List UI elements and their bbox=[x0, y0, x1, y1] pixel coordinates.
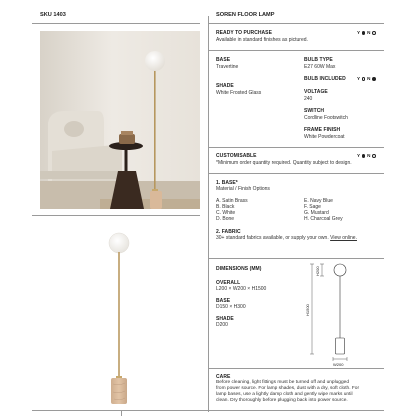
yes-dot bbox=[362, 154, 366, 158]
option-item: H. Charcoal Grey bbox=[304, 216, 343, 222]
column-divider bbox=[121, 410, 122, 416]
dimensions-shade-label: SHADE bbox=[216, 316, 234, 322]
no-letter: N bbox=[367, 153, 371, 158]
customisable-label: CUSTOMISABLE bbox=[216, 153, 257, 159]
care-text-line: Before cleaning, light fittings must be turned off and unplugged bbox=[216, 380, 349, 385]
dimensions-label: DIMENSIONS (MM) bbox=[216, 266, 262, 272]
no-dot bbox=[372, 77, 376, 81]
floor-lamp-illustration bbox=[40, 222, 200, 406]
option-item: D. Bone bbox=[216, 216, 235, 222]
h200-dimension-label: H200 bbox=[315, 266, 320, 276]
base-value: Travertine bbox=[216, 64, 239, 70]
view-fabrics-link[interactable]: View online. bbox=[330, 235, 357, 241]
lifestyle-photo bbox=[40, 31, 200, 209]
frame-finish-value: White Powdercoat bbox=[304, 134, 345, 140]
divider bbox=[208, 368, 384, 369]
voltage-value: 240 bbox=[304, 96, 313, 102]
dimensions-shade-value: D200 bbox=[216, 322, 228, 328]
dimension-diagram bbox=[300, 256, 370, 364]
ready-to-purchase-label: READY TO PURCHASE bbox=[216, 30, 272, 36]
fabric-text: 30+ standard fabrics available, or supply your own. bbox=[216, 235, 329, 241]
divider bbox=[32, 410, 384, 411]
care-text-line: lamp bases, use a lightly damp cloth and gently wipe marks until bbox=[216, 392, 353, 397]
bulb-included-label: BULB INCLUDED bbox=[304, 76, 346, 82]
divider bbox=[32, 23, 200, 24]
divider bbox=[208, 23, 384, 24]
customisable-text: *Minimum order quantity required. Quantity subject to design. bbox=[216, 160, 352, 166]
yes-letter: Y bbox=[357, 30, 361, 35]
care-text-line: clean. Dry thoroughly before plugging back into power source. bbox=[216, 398, 348, 403]
switch-label: SWITCH bbox=[304, 108, 325, 114]
column-divider bbox=[208, 16, 209, 412]
overall-value: L200 × W200 × H1500 bbox=[216, 286, 267, 292]
yes-letter: Y bbox=[357, 76, 361, 81]
ready-to-purchase-text: Available in standard finishes as pictured. bbox=[216, 37, 308, 43]
no-dot bbox=[372, 154, 376, 158]
voltage-label: VOLTAGE bbox=[304, 89, 328, 95]
bulb-type-value: E27 60W Max bbox=[304, 64, 336, 70]
sku-number: SKU 1403 bbox=[40, 12, 66, 18]
bulb-included-yn-indicator bbox=[357, 76, 376, 82]
product-title: SOREN FLOOR LAMP bbox=[216, 12, 275, 18]
divider bbox=[208, 173, 384, 174]
option-item: G. Mustard bbox=[304, 210, 329, 216]
divider bbox=[208, 50, 384, 51]
base-options-heading: 1. BASE* bbox=[216, 180, 238, 186]
shade-label: SHADE bbox=[216, 83, 234, 89]
base-options-subheading: Material / Finish Options bbox=[216, 186, 270, 192]
overall-label: OVERALL bbox=[216, 280, 241, 286]
fabric-heading: 2. FABRIC bbox=[216, 229, 241, 235]
no-letter: N bbox=[367, 30, 371, 35]
dimensions-base-label: BASE bbox=[216, 298, 231, 304]
product-photo bbox=[40, 222, 200, 406]
switch-value: Cordline Footswitch bbox=[304, 115, 348, 121]
dimensions-base-value: D150 × H300 bbox=[216, 304, 246, 310]
frame-finish-label: FRAME FINISH bbox=[304, 127, 341, 133]
divider bbox=[208, 147, 384, 148]
yes-dot bbox=[362, 31, 366, 35]
care-text-line: from power source. For lamp shades, dust with a dry, soft cloth. For bbox=[216, 386, 360, 391]
divider bbox=[32, 215, 200, 216]
fabric-text-row bbox=[216, 235, 357, 241]
yes-letter: Y bbox=[357, 153, 361, 158]
option-item: E. Navy Blue bbox=[304, 198, 333, 204]
shade-value: White Frosted Glass bbox=[216, 90, 262, 96]
h1500-dimension-label: H1500 bbox=[305, 304, 310, 316]
no-dot bbox=[372, 31, 376, 35]
w200-dimension-label: W200 bbox=[333, 362, 344, 367]
room-scene-illustration bbox=[40, 31, 200, 209]
option-item: B. Black bbox=[216, 204, 235, 210]
base-label: BASE bbox=[216, 57, 231, 63]
option-item: A. Satin Brass bbox=[216, 198, 248, 204]
bulb-type-label: BULB TYPE bbox=[304, 57, 333, 63]
yes-dot bbox=[362, 77, 366, 81]
no-letter: N bbox=[367, 76, 371, 81]
ready-yn-indicator bbox=[357, 30, 376, 36]
option-item: C. White bbox=[216, 210, 236, 216]
care-label: CARE bbox=[216, 374, 231, 380]
customisable-yn-indicator bbox=[357, 153, 376, 159]
option-item: F. Sage bbox=[304, 204, 321, 210]
